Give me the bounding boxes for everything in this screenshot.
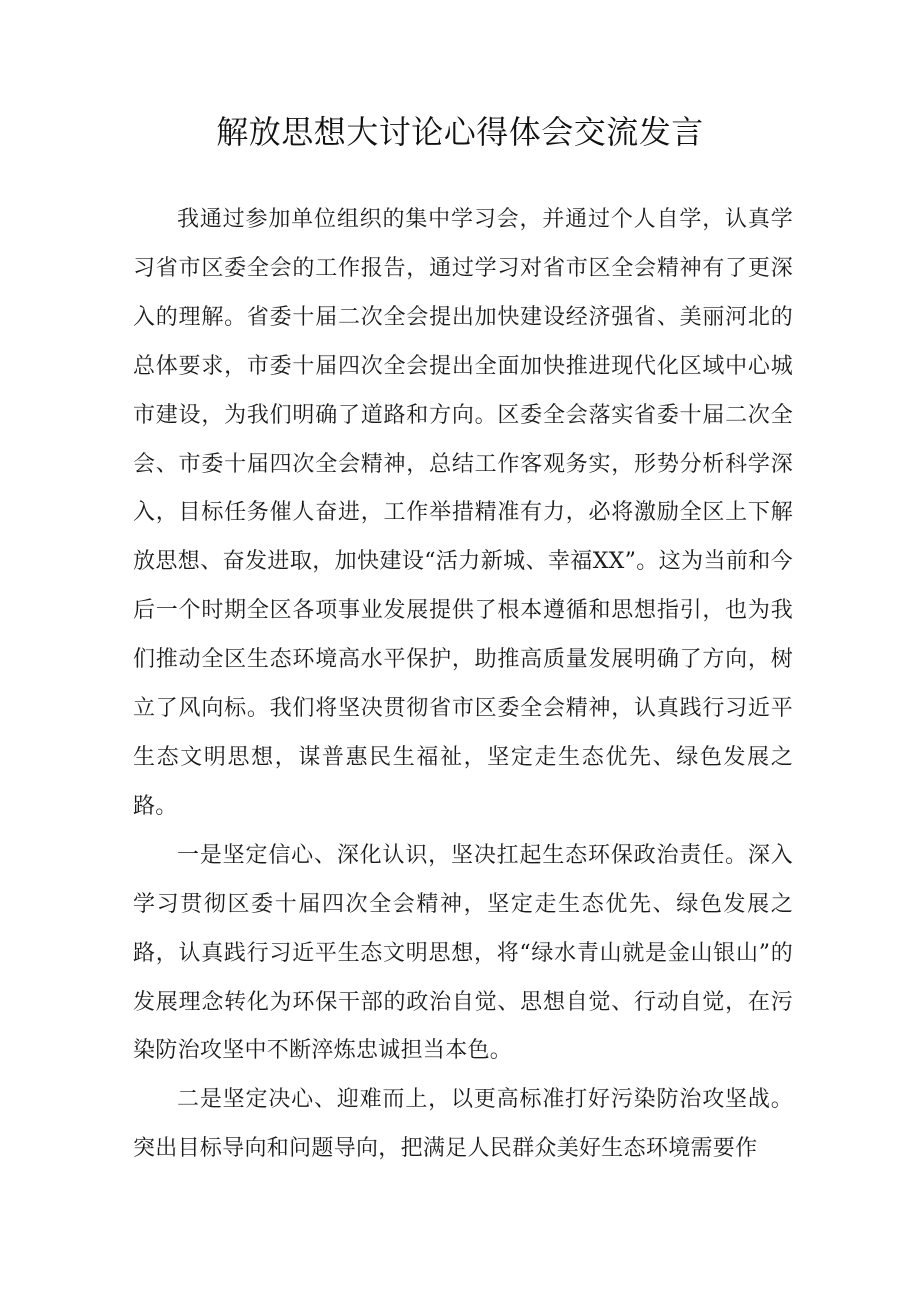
paragraph-point-one: 一是坚定信心、深化认识，坚决扛起生态环保政治责任。深入学习贯彻区委十届四次全会精神，坚定走生态优先、绿色发展之路，认真践行习近平生态文明思想，将“绿水青山就是金山银山”的发展理念转化为环保干部的政治自觉、思想自觉、行动自觉，在污染防治攻坚中不断淬炼忠诚担当本色。 [133,842,793,1064]
document-title: 解放思想大讨论心得体会交流发言 [216,113,704,151]
document-body [133,196,793,1174]
paragraph-intro: 我通过参加单位组织的集中学习会，并通过个人自学，认真学习省市区委全会的工作报告，通过学习对省市区全会精神有了更深入的理解。省委十届二次全会提出加快建设经济强省、美丽河北的总体要求，市委十届四次全会提出全面加快推进现代化区域中心城市建设，为我们明确了道路和方向。区委全会落实省委十届二次全会、市委十届四次全会精神，总结工作客观务实，形势分析科学深入，目标任务催人奋进，工作举措精准有力，必将激励全区上下解放思想、奋发进取，加快建设“活力新城、幸福XX”。这为当前和今后一个时期全区各项事业发展提供了根本遵循和思想指引，也为我们推动全区生态环境高水平保护，助推高质量发展明确了方向，树立了风向标。我们将坚决贯彻省市区委全会精神，认真践行习近平生态文明思想，谋普惠民生福祉，坚定走生态优先、绿色发展之路。 [133,207,793,819]
paragraph-point-two: 二是坚定决心、迎难而上，以更高标准打好污染防治攻坚战。突出目标导向和问题导向，把满足人民群众美好生态环境需要作 [133,1087,793,1162]
